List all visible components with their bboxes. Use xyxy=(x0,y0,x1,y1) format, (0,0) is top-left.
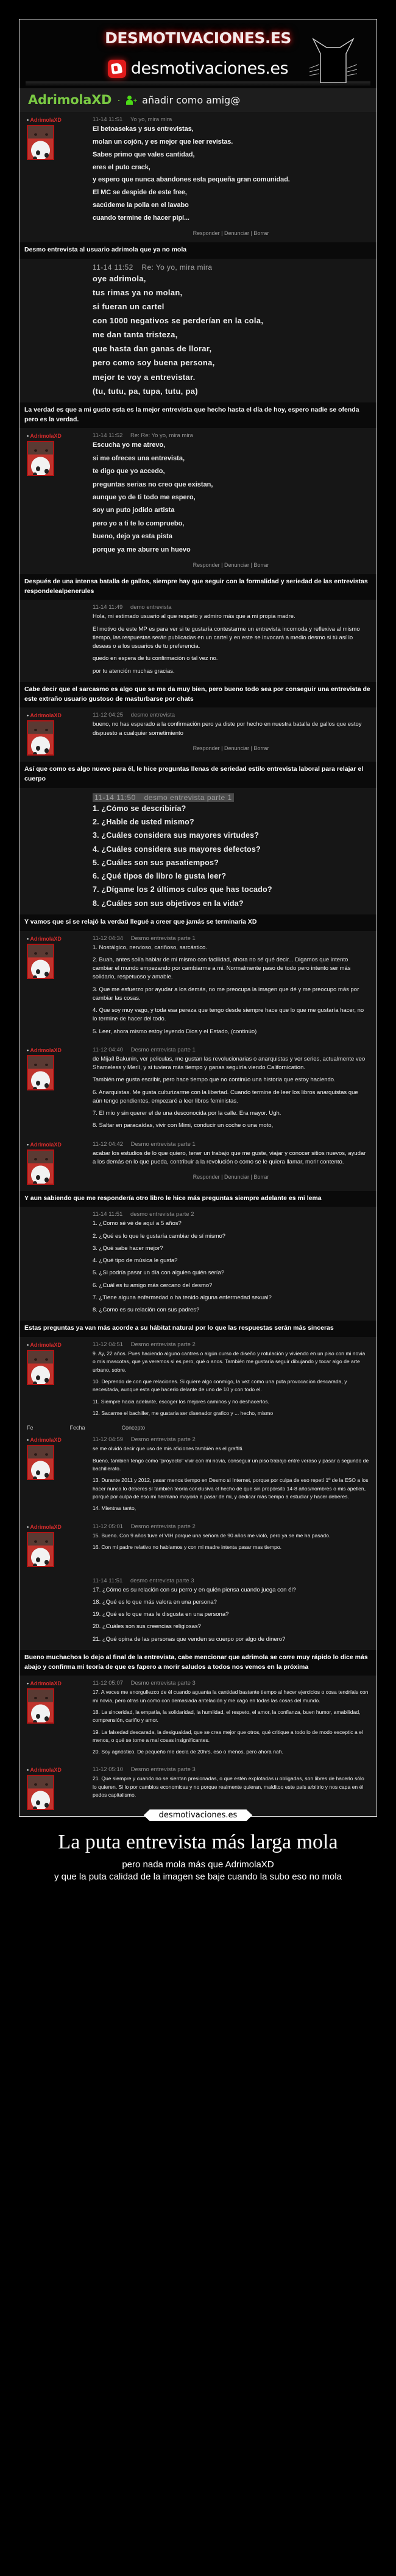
message-header xyxy=(93,1766,369,1773)
message-header xyxy=(93,1211,369,1218)
message-body xyxy=(93,712,369,756)
message-block xyxy=(19,259,377,402)
message-line: Sabes primo que vales cantidad, xyxy=(93,150,195,158)
message-header xyxy=(93,1141,369,1148)
answer-item: 4. Que soy muy vago, y toda esa pereza que tengo desde siempre hace que lo que me gustaría hacer, no lo termine de hacer del todo. xyxy=(93,1007,364,1023)
message-header xyxy=(93,432,369,439)
message-header xyxy=(93,604,369,611)
narration-text: Y vamos que sí se relajó la verdad llegué a creer que jamás se terminaría XD xyxy=(19,914,377,931)
answer-item: 8. Saltar en paracaídas, vivir con Mimi, conducir un coche o una moto, xyxy=(93,1122,274,1129)
message-header xyxy=(93,1578,369,1584)
mini-table-header-fecha: Fecha xyxy=(69,1425,85,1431)
message-block xyxy=(19,788,377,914)
message-text xyxy=(93,1220,369,1314)
message-line: me dan tanta tristeza, xyxy=(93,330,178,340)
message-subject: Yo yo, mira mira xyxy=(130,116,172,123)
narration-text: Después de una intensa batalla de gallos, siempre hay que seguir con la formalidad y seriedad de las entrevistas respondelealpenerules xyxy=(19,574,377,600)
message-actions xyxy=(93,1174,369,1180)
question-item: 7. ¿Dígame los 2 últimos culos que has tocado? xyxy=(93,885,272,894)
message-header xyxy=(93,1047,369,1053)
message-line: cuando termine de hacer pipí... xyxy=(93,214,189,222)
mini-table-header-concepto: Concepto xyxy=(121,1425,146,1431)
answer-item: acabar los estudios de lo que quiero, tener un trabajo que me guste, viajar y conocer sitios nuevos, ayudar a los demás en lo que pueda, contribuir a la revolución o como se le quiera llamar, morir contento. xyxy=(93,1149,366,1165)
message-line: molan un cojón, y es mejor que leer revistas. xyxy=(93,138,233,146)
answer-item: 16. Con mi padre relativo no hablamos y con mi madre intenta pasar mas tiempo. xyxy=(93,1543,282,1550)
message-text xyxy=(93,1055,369,1131)
report-link[interactable]: Denunciar xyxy=(224,1174,250,1181)
message-line: El MC se despide de este free, xyxy=(93,189,187,197)
mini-table-label-left: Fe xyxy=(27,1425,34,1431)
message-date: 11-12 04:40 xyxy=(93,1046,124,1053)
answer-item: 15. Bueno. Con 9 años tuve el VIH porque una señora de 90 años me violó, pero ya se me ha pasado. xyxy=(93,1532,331,1539)
question-item: 17. ¿Cómo es su relación con su perro y en quién piensa cuando juega con él? xyxy=(93,1586,296,1593)
message-author[interactable]: • AdrimolaXD xyxy=(27,935,62,942)
message-actions xyxy=(93,562,369,568)
message-author-column xyxy=(27,935,93,1036)
message-line: pero como soy buena persona, xyxy=(93,358,215,368)
answer-item: 9. Ay, 22 años. Pues haciendo alguno cantres o algún curso de diseño y rotulación y viviendo en un piso con mi novia o mis mascotas, que ya veremos si es pero, qué o anos. También me gustaría seguir dibujando y tocar algo de arte urbano, sobre. xyxy=(93,1350,366,1373)
message-subject: Desmo entrevista parte 2 xyxy=(130,1341,196,1349)
question-item: 8. ¿Cuáles son sus objetivos en la vida? xyxy=(93,899,244,908)
message-date: 11-14 11:50 xyxy=(94,793,136,802)
message-body xyxy=(93,1523,369,1567)
message-text xyxy=(93,1586,369,1644)
profile-separator: · xyxy=(117,93,121,106)
message-body xyxy=(93,1766,369,1810)
message-block xyxy=(19,1337,377,1423)
message-subject: Re: Yo yo, mira mira xyxy=(141,262,213,272)
message-block xyxy=(19,1762,377,1816)
question-item: 5. ¿Si podría pasar un día con alguien quién sería? xyxy=(93,1269,225,1277)
answer-item: 21. Que siempre y cuando no se sientan presionadas, o que estén explotadas u obligadas, son libres de hacerlo sólo lo quieren. Si lo por cambios economicas y no porque realmente quieran, malditoo este país arbitrio y nos capa en él pedos capitalismo. xyxy=(93,1775,364,1799)
answer-item: 14. Mientras tanto, xyxy=(93,1505,136,1512)
message-text xyxy=(93,720,369,738)
message-author-column xyxy=(27,1341,93,1417)
message-header xyxy=(93,1341,369,1348)
message-date: 11-12 04:42 xyxy=(93,1140,124,1148)
caption-subtitle-line1: pero nada mola más que AdrimolaXD xyxy=(122,1859,274,1870)
message-text xyxy=(93,1445,369,1512)
question-item: 3. ¿Cuáles considera sus mayores virtudes? xyxy=(93,831,260,840)
narration-text: Cabe decir que el sarcasmo es algo que se me da muy bien, pero bueno todo sea por conseguir una entrevista de este extraño usuario gustoso de masturbarse por chats xyxy=(19,682,377,708)
message-author-column xyxy=(27,116,93,236)
message-line: sacúdeme la polla en el lavabo xyxy=(93,202,189,209)
message-date: 11-12 05:01 xyxy=(93,1523,124,1530)
message-author-name: AdrimolaXD xyxy=(30,712,62,719)
answer-item: 1. Nostálgico, nervioso, cariñoso, sarcástico. xyxy=(93,944,207,951)
message-text xyxy=(93,1350,369,1417)
message-line: porque ya me aburre un huevo xyxy=(93,546,191,553)
message-date: 11-14 11:52 xyxy=(93,432,123,440)
message-date: 11-12 05:10 xyxy=(93,1766,124,1774)
question-item: 21. ¿Qué opina de las personas que venden su cuerpo por algo de dinero? xyxy=(93,1635,286,1643)
answer-item: 6. Anarquistas. Me gusta culturizarme con la libertad. Cuando termine de leer los libros anarquistas que aún tengo pendientes, empezaré a leer libros feministas. xyxy=(93,1089,358,1104)
message-text xyxy=(93,944,369,1036)
poster-image-frame xyxy=(19,19,377,1817)
message-author[interactable]: • AdrimolaXD xyxy=(27,1141,62,1148)
message-date: 11-12 05:07 xyxy=(93,1680,124,1687)
message-author-column xyxy=(27,604,93,676)
avatar[interactable] xyxy=(27,1532,54,1567)
message-author[interactable]: • AdrimolaXD xyxy=(27,433,62,440)
action-divider: | xyxy=(221,561,223,568)
add-user-icon: + xyxy=(126,96,136,105)
message-author-name: AdrimolaXD xyxy=(30,1047,62,1053)
message-date: 11-12 04:25 xyxy=(93,712,124,719)
message-body xyxy=(93,935,369,1036)
message-block xyxy=(19,112,377,242)
message-author-column xyxy=(27,712,93,756)
action-divider: | xyxy=(221,745,223,751)
message-date: 11-14 11:51 xyxy=(93,1577,123,1584)
message-author-name: AdrimolaXD xyxy=(30,1523,62,1530)
message-line: Escucha yo me atrevo, xyxy=(93,441,166,449)
answer-item: 10. Deprendo de con que relaciones. Si quiere algo conmigo, la vez como una puta provocacion descarada, y necesitada, aunque esta que hacerlo delante de uno de 10 y con todo el. xyxy=(93,1378,347,1393)
profile-header xyxy=(19,88,377,112)
message-line: (tu, tutu, pa, tupa, tutu, pa) xyxy=(93,386,198,396)
message-author-column xyxy=(27,1766,93,1810)
message-date: 11-14 11:49 xyxy=(93,604,123,611)
caption-subtitle-line2: y que la puta calidad de la imagen se baje cuando la subo eso no mola xyxy=(54,1872,342,1883)
message-line: que hasta dan ganas de llorar, xyxy=(93,344,212,354)
bottom-ribbon-area xyxy=(0,1809,396,1825)
message-author[interactable]: • AdrimolaXD xyxy=(27,1437,62,1444)
report-link[interactable]: Denunciar xyxy=(224,745,250,751)
action-divider: | xyxy=(250,1174,252,1181)
message-author-column xyxy=(27,1523,93,1567)
message-author-column xyxy=(27,432,93,568)
message-author-column xyxy=(27,263,93,396)
answer-item: 5. Leer, ahora mismo estoy leyendo Dios y el Estado, (continúo) xyxy=(93,1028,257,1035)
narration-text: Bueno muchachos lo dejo al final de la entrevista, cabe mencionar que adrimola se corre muy rápido lo dice más abajo y confirma mi teoría de que es fapero a morir saludos a todos nos vemos en la próxima xyxy=(19,1650,377,1676)
message-subject: desmo entrevista parte 1 xyxy=(144,793,232,802)
message-line: si me ofreces una entrevista, xyxy=(93,454,185,462)
message-block xyxy=(19,1519,377,1573)
answer-item: de Mijaíl Bakunin, ver peliculas, me gustan las revolucionarias o anarquistas y ver series, actualmente veo Shameless y Merlí, y si tuviera más tiempo y ganas seguiría viendo Californication. xyxy=(93,1055,366,1072)
message-date: 11-12 04:34 xyxy=(93,935,124,942)
question-item: 3. ¿Qué sabe hacer mejor? xyxy=(93,1244,163,1252)
poster-caption xyxy=(0,1830,396,1884)
question-item: 1. ¿Cómo se describiría? xyxy=(93,804,186,813)
message-body xyxy=(93,1578,369,1644)
message-author-name: AdrimolaXD xyxy=(30,433,62,440)
cat-silhouette-icon xyxy=(308,35,361,83)
message-line: oye adrimola, xyxy=(93,273,146,283)
message-subject: desmo entrevista parte 2 xyxy=(130,1211,194,1218)
message-date: 11-12 04:51 xyxy=(93,1341,124,1349)
message-body xyxy=(93,1047,369,1131)
answer-item: se me olvidó decir que uso de mis aficiones también es el graffiti. xyxy=(93,1445,244,1452)
message-block xyxy=(19,931,377,1042)
message-text xyxy=(93,1149,369,1167)
message-block xyxy=(19,1676,377,1762)
question-item: 6. ¿Cuál es tu amigo más cercano del desmo? xyxy=(93,1282,213,1289)
message-actions xyxy=(93,230,369,236)
mini-table-row xyxy=(19,1423,377,1432)
message-line: te digo que yo accedo, xyxy=(93,468,165,476)
avatar[interactable] xyxy=(27,720,54,756)
message-author-column xyxy=(27,1141,93,1185)
message-author-name: AdrimolaXD xyxy=(30,935,62,942)
avatar[interactable] xyxy=(27,1445,54,1480)
message-paragraph: por tu atención muchas gracias. xyxy=(93,667,175,675)
answer-item: 3. Que me esfuerzo por ayudar a los demás, no me preocupa la imagen que dé y me preocupo más por cambiar las cosas. xyxy=(93,986,359,1002)
message-subject: Desmo entrevista parte 1 xyxy=(130,1140,196,1148)
narration-text: Estas preguntas ya van más acorde a su hábitat natural por lo que las respuestas serán más sinceras xyxy=(19,1321,377,1337)
message-date: 11-14 11:51 xyxy=(93,116,123,123)
message-author-name: AdrimolaXD xyxy=(30,1767,62,1774)
message-text xyxy=(93,273,369,396)
answer-item: 18. La sinceridad, la empatía, la solidaridad, la humildad, el respeto, el amor, la confianza, buen humor, amabilidad, comprensión, cariño y amor. xyxy=(93,1708,361,1724)
question-item: 8. ¿Como es su relación con sus padres? xyxy=(93,1307,200,1314)
message-subject: desmo entrevista parte 3 xyxy=(130,1577,194,1584)
question-item: 4. ¿Cuáles considera sus mayores defectos? xyxy=(93,844,261,854)
action-divider: | xyxy=(250,230,252,236)
message-line: mejor te voy a entrevistar. xyxy=(93,372,196,382)
message-author[interactable]: • AdrimolaXD xyxy=(27,1523,62,1530)
message-block xyxy=(19,600,377,682)
question-item: 18. ¿Qué es lo que más valora en una persona? xyxy=(93,1598,217,1606)
question-item: 6. ¿Qué tipos de libro le gusta leer? xyxy=(93,872,227,881)
reply-link[interactable]: Responder xyxy=(193,230,220,236)
message-author-name: AdrimolaXD xyxy=(30,1437,62,1444)
message-author-name: AdrimolaXD xyxy=(30,1680,62,1687)
message-line: preguntas serias no creo que existan, xyxy=(93,480,213,488)
message-subject: Desmo entrevista parte 1 xyxy=(130,935,196,942)
message-author[interactable]: • AdrimolaXD xyxy=(27,1680,62,1687)
reply-link[interactable]: Responder xyxy=(193,561,220,568)
question-item: 19. ¿Qué es lo que mas le disgusta en una persona? xyxy=(93,1611,229,1618)
answer-item: También me gusta escribir, pero hace tiempo que no continúo una historia que estoy haciendo. xyxy=(93,1076,336,1084)
message-author-column xyxy=(27,1436,93,1512)
message-header xyxy=(93,1523,369,1530)
question-item: 1. ¿Como sé vé de aquí a 5 años? xyxy=(93,1220,182,1227)
answer-item: Bueno, tambien tengo como "proyecto" vivir con mi novia, conseguir un piso trabajo entre veraso y pasar a segundo de bachillerato. xyxy=(93,1457,369,1472)
question-item: 5. ¿Cuáles son sus pasatiempos? xyxy=(93,858,219,867)
message-author-column xyxy=(27,792,93,908)
message-text xyxy=(93,1688,369,1756)
message-header xyxy=(93,712,369,718)
message-body xyxy=(93,263,369,396)
avatar[interactable] xyxy=(27,944,54,979)
message-line: bueno, dejo ya esta pista xyxy=(93,533,172,541)
message-text xyxy=(93,1775,369,1799)
message-author[interactable]: • AdrimolaXD xyxy=(27,1047,62,1053)
narration-text: La verdad es que a mi gusto esta es la mejor entrevista que hecho hasta el día de hoy, espero nadie se ofenda pero es la verdad. xyxy=(19,402,377,429)
message-author-column xyxy=(27,1578,93,1644)
avatar[interactable] xyxy=(27,1350,54,1385)
message-body xyxy=(93,1680,369,1756)
message-text xyxy=(93,1532,369,1552)
message-header xyxy=(93,793,234,802)
message-subject: Desmo entrevista parte 1 xyxy=(130,1046,196,1053)
answer-item: 11. Siempre hacia adelante, escoger los mejores caminos y no deshacerlos. xyxy=(93,1398,269,1405)
avatar[interactable] xyxy=(27,1775,54,1810)
message-line: y espero que nunca abandones esta pequeña gran comunidad. xyxy=(93,176,290,184)
question-item: 20. ¿Cuáles son sus creencias religiosas? xyxy=(93,1623,201,1630)
action-divider: | xyxy=(250,561,252,568)
message-text xyxy=(93,804,369,908)
message-line: aunque yo de ti todo me espero, xyxy=(93,493,196,501)
action-divider: | xyxy=(221,1174,223,1181)
message-header xyxy=(93,935,369,942)
message-subject: Re: Re: Yo yo, mira mira xyxy=(130,432,193,440)
message-text xyxy=(93,441,369,555)
message-subject: demo entrevista xyxy=(130,604,172,611)
message-paragraph: bueno, no has esperado a la confirmación pero ya diste por hecho en nuestra batalla de gallos que estoy dispuesto a cualquier sometimiento xyxy=(93,721,362,737)
message-body xyxy=(93,432,369,568)
add-friend-button[interactable]: añadir como amig@ xyxy=(142,94,241,106)
message-author-name: AdrimolaXD xyxy=(30,1141,62,1148)
narration-text: Y aun sabiendo que me respondería otro libro le hice más preguntas siempre adelante es mi lema xyxy=(19,1191,377,1207)
message-text xyxy=(93,125,369,223)
message-paragraph: El motivo de este MP es para ver si te gustaría contestarme un entrevista incomoda y reflexiva al mismo tiempo, las respuestas serán publicadas en un cartel y en este se invocará a medio desmo si tú así lo deseas o a los usuarios de tu preferencia. xyxy=(93,625,360,650)
message-subject: Desmo entrevista parte 2 xyxy=(130,1436,196,1444)
message-block xyxy=(19,1207,377,1321)
message-header xyxy=(93,1680,369,1686)
narration-text: Desmo entrevista al usuario adrimola que ya no mola xyxy=(19,242,377,259)
answer-item: 17. A veces me enorgullezco de él cuando aguanta la cantidad bastante tiempo al hacer ejercicios o cosa tendríais con mi novia, pero otras un como con demasiada antelación y me cago en todas las cosas del mundo. xyxy=(93,1689,369,1704)
question-item: 7. ¿Tiene alguna enfermedad o ha tenido alguna enfermedad sexual? xyxy=(93,1294,272,1301)
message-paragraph: Hola, mi estimado usuario al que respeto y admiro más que a mi propia madre. xyxy=(93,613,295,620)
answer-item: 7. El mio y sin querer el de una desconocida por la calle. Era mayor. Ugh. xyxy=(93,1110,281,1117)
message-author-column xyxy=(27,1680,93,1756)
message-header xyxy=(93,116,369,123)
avatar[interactable] xyxy=(27,441,54,476)
message-body xyxy=(93,116,369,236)
avatar[interactable] xyxy=(27,1688,54,1724)
question-item: 2. ¿Qué es lo que le gustaría cambiar de sí mismo? xyxy=(93,1232,226,1240)
answer-item: 19. La falsedad descarada, la desigualdad, que se crea mejor que otros, qué critique a todo lo de modo esceptic a el menos, o qué se tome a mal cosas insignificantes. xyxy=(93,1728,363,1743)
message-block xyxy=(19,1432,377,1518)
message-paragraph: quedo en espera de tu confirmación o tal vez no. xyxy=(93,655,218,662)
desmotivaciones-logo-icon xyxy=(108,60,126,78)
answer-item: 20. Soy agnóstico. De pequeño me decía de 20hrs, eso o menos, pero ahora nah. xyxy=(93,1749,283,1755)
action-divider: | xyxy=(250,745,252,751)
message-date: 11-12 04:59 xyxy=(93,1436,124,1444)
message-line: pero yo a ti te lo compruebo, xyxy=(93,519,185,527)
message-author-name: AdrimolaXD xyxy=(30,117,62,123)
message-body xyxy=(93,792,369,908)
message-author[interactable]: • AdrimolaXD xyxy=(27,1767,62,1774)
answer-item: 13. Durante 2011 y 2012, pasar menos tiempo en Desmo si Internet, porque por culpa de eso repetí 1º de la ESO a los hacer nunca lo deberes sí también teoría conclusiva el hecho de que sin propórsito 14-8 años/nombres o mis apellen, porqué por culpa de eso mi hermano mayoria a pasar de mi, y dedicar más tiempo a estudiar y hacer deberes. xyxy=(93,1477,369,1500)
message-line: tus rimas ya no molan, xyxy=(93,287,183,297)
message-author[interactable]: • AdrimolaXD xyxy=(27,117,62,123)
answer-item: 2. Buah, antes solía hablar de mi mismo con facilidad, ahora no sé qué decir... Digamos que intento cambiar el mundo empezando por cambiarme a mi. Normalmente paso de todo pero intento ser más solidario, respetuoso y amable. xyxy=(93,956,351,981)
delete-link[interactable]: Borrar xyxy=(253,745,269,751)
message-subject: Desmo entrevista parte 3 xyxy=(130,1766,196,1774)
message-body xyxy=(93,1436,369,1512)
narration-text: Así que como es algo nuevo para él, le hice preguntas llenas de seriedad estilo entrevista laboral para relajar el cuerpo xyxy=(19,762,377,788)
site-banner xyxy=(19,19,377,88)
answer-item: 12. Sacarme el bachiller, me gustaria ser disenador grafico y ... hecho, mismo xyxy=(93,1410,274,1417)
message-block xyxy=(19,1137,377,1191)
site-banner-title: DESMOTIVACIONES.ES xyxy=(105,29,291,47)
report-link[interactable]: Denunciar xyxy=(224,230,250,236)
message-author-name: AdrimolaXD xyxy=(30,1342,62,1349)
caption-title: La puta entrevista más larga mola xyxy=(58,1831,338,1853)
site-ribbon-label: desmotivaciones.es xyxy=(149,1809,247,1821)
delete-link[interactable]: Borrar xyxy=(253,1174,269,1181)
profile-username: AdrimolaXD xyxy=(28,93,112,107)
message-body xyxy=(93,1341,369,1417)
message-block xyxy=(19,428,377,574)
message-header xyxy=(93,263,369,272)
question-item: 2. ¿Hable de usted mismo? xyxy=(93,818,194,827)
message-subject: Desmo entrevista parte 2 xyxy=(130,1523,196,1530)
message-date: 11-14 11:51 xyxy=(93,1211,123,1218)
reply-link[interactable]: Responder xyxy=(193,745,220,751)
message-author-column xyxy=(27,1211,93,1314)
delete-link[interactable]: Borrar xyxy=(253,561,269,568)
message-subject: desmo entrevista xyxy=(130,712,175,719)
message-line: eres el puto crack, xyxy=(93,163,150,171)
question-item: 4. ¿Qué tipo de música le gusta? xyxy=(93,1257,178,1265)
message-date: 11-14 11:52 xyxy=(93,262,133,272)
site-logo-row xyxy=(19,59,377,82)
message-body xyxy=(93,1211,369,1314)
site-logo-text: desmotivaciones.es xyxy=(130,59,289,78)
message-text xyxy=(93,612,369,676)
message-author[interactable]: • AdrimolaXD xyxy=(27,712,62,719)
message-actions xyxy=(93,745,369,751)
message-author-column xyxy=(27,1047,93,1131)
reply-link[interactable]: Responder xyxy=(193,1174,220,1181)
report-link[interactable]: Denunciar xyxy=(224,561,250,568)
avatar[interactable] xyxy=(27,1055,54,1090)
action-divider: | xyxy=(221,230,223,236)
delete-link[interactable]: Borrar xyxy=(253,230,269,236)
message-block xyxy=(19,1573,377,1650)
message-line: El betoasekas y sus entrevistas, xyxy=(93,125,194,133)
avatar[interactable] xyxy=(27,125,54,160)
message-subject: Desmo entrevista parte 3 xyxy=(130,1680,196,1687)
message-author[interactable]: • AdrimolaXD xyxy=(27,1342,62,1349)
message-block xyxy=(19,707,377,762)
message-line: con 1000 negativos se perderían en la cola, xyxy=(93,315,264,325)
message-header xyxy=(93,1436,369,1443)
message-body xyxy=(93,604,369,676)
message-block xyxy=(19,1042,377,1137)
message-body xyxy=(93,1141,369,1185)
message-line: soy un puto jodido artista xyxy=(93,507,175,514)
avatar[interactable] xyxy=(27,1149,54,1185)
message-line: si fueran un cartel xyxy=(93,301,164,311)
